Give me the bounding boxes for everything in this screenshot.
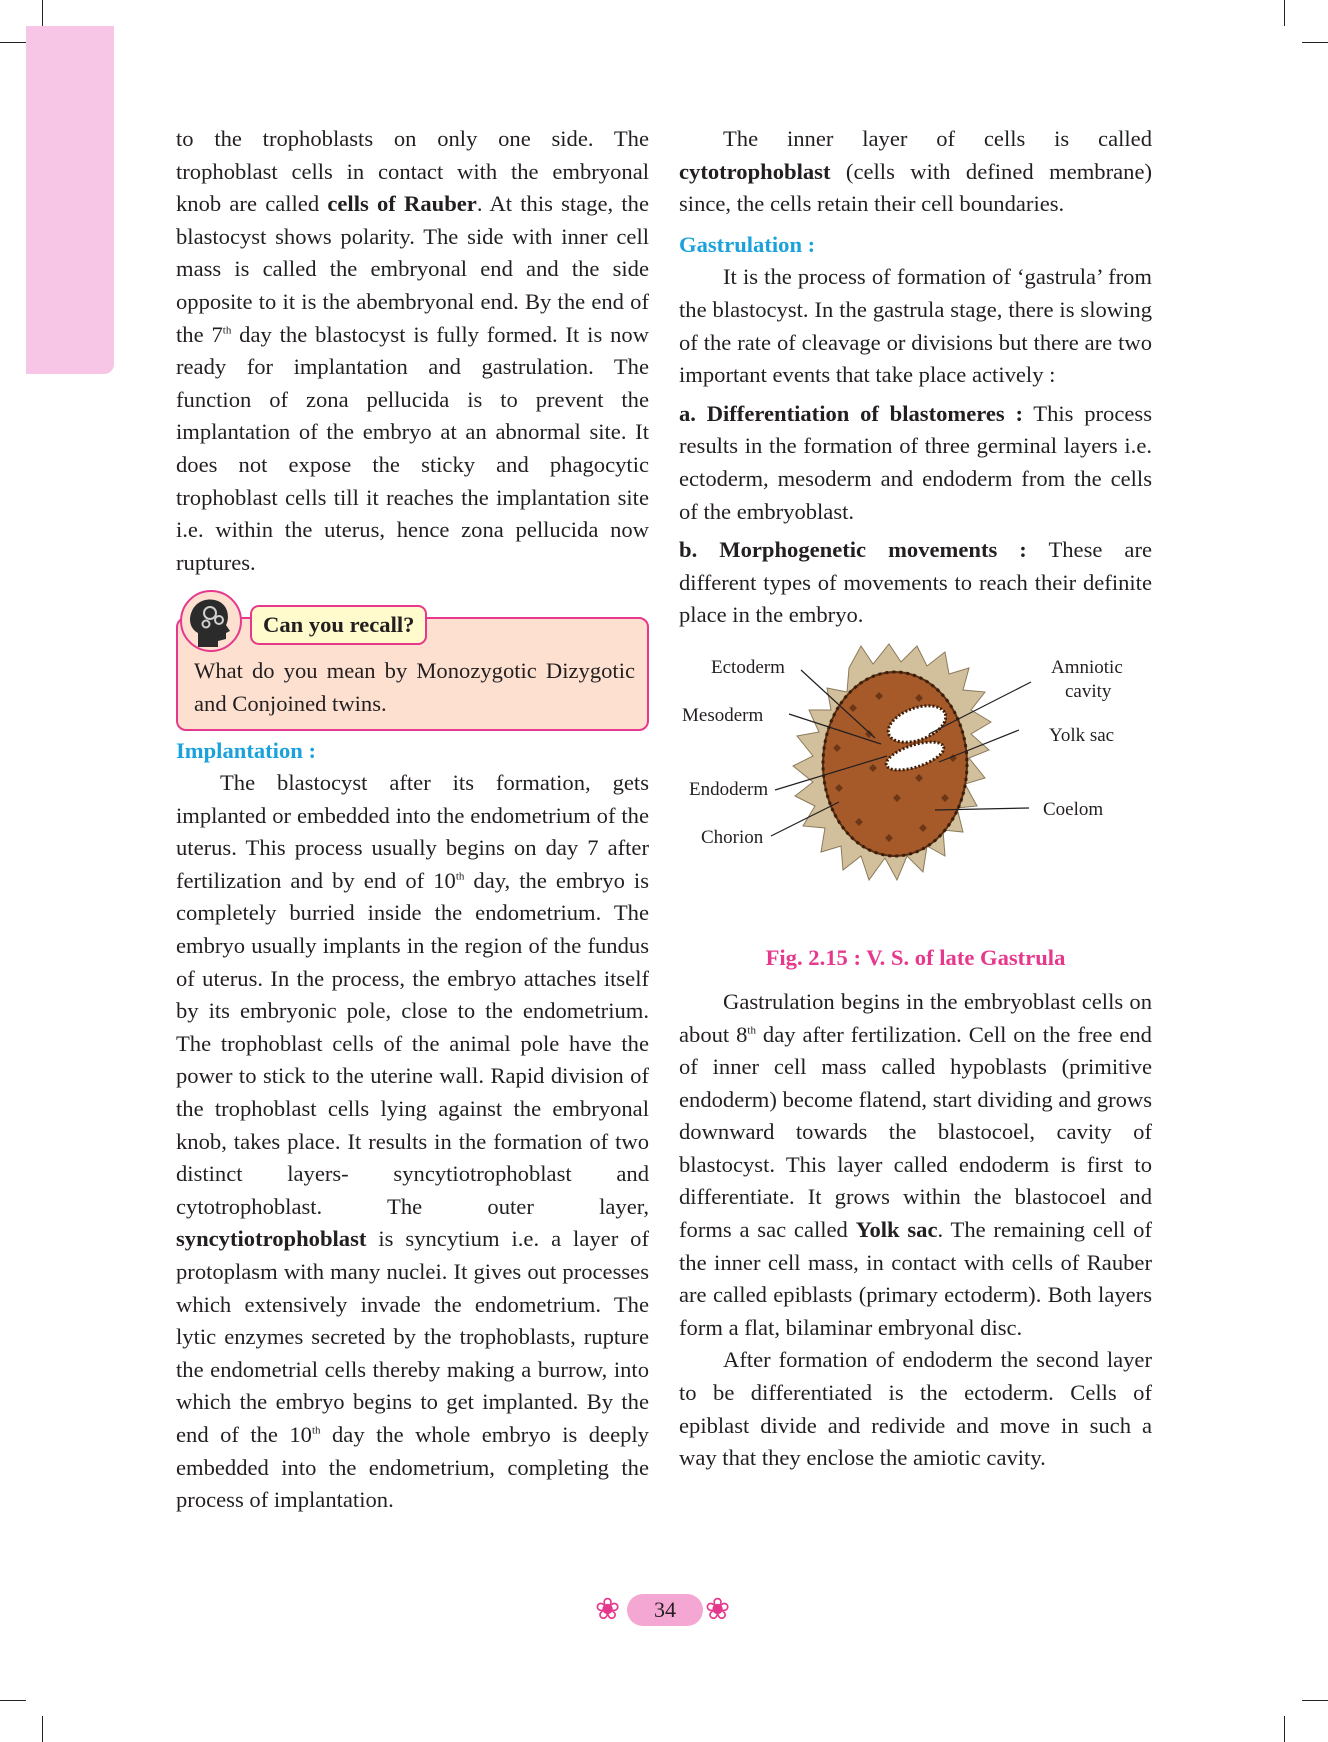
crop-mark bbox=[1284, 1716, 1285, 1742]
implantation-heading: Implantation : bbox=[176, 737, 316, 763]
label-chorion: Chorion bbox=[701, 826, 764, 848]
paragraph: The inner layer of cells is called cytotrophoblast (cells with defined membrane) since, the cells retain their cell boundaries. bbox=[679, 126, 1152, 217]
right-column bbox=[679, 123, 1152, 1475]
left-column bbox=[176, 123, 649, 1517]
label-ectoderm: Ectoderm bbox=[711, 656, 785, 678]
head-gears-icon bbox=[180, 589, 242, 653]
crop-mark bbox=[1302, 42, 1328, 43]
label-amniotic-cavity-2: cavity bbox=[1065, 680, 1112, 702]
recall-box bbox=[176, 612, 649, 730]
paragraph: to the trophoblasts on only one side. The trophoblast cells in contact with the embryonal knob are called cells of Rauber. At this stage, the blastocyst shows polarity. The side with inner cell mass is called the embryonal end and the side opposite to it is the abembryonal end. By the end of the 7th day the blastocyst is fully formed. It is now ready for implantation and gastrulation. The function of zona pellucida is to prevent the implantation of the embryo at an abnormal site. It does not expose the sticky and phagocytic trophoblast cells till it reaches the implantation site i.e. within the uterus, hence zona pellucida now ruptures. bbox=[176, 126, 649, 575]
crop-mark bbox=[0, 1700, 26, 1701]
paragraph: Gastrulation begins in the embryoblast cells on about 8th day after fertilization. Cell on the free end of inner cell mass called hypoblasts (primitive endoderm) become flatend, start dividing and grows downward towards the blastocoel, cavity of blastocyst. This layer called endoderm is first to differentiate. It grows within the blastocoel and forms a sac called Yolk sac. The remaining cell of the inner cell mass, in contact with cells of Rauber are called epiblasts (primary ectoderm). Both layers form a flat, bilaminar embryonal disc. bbox=[679, 988, 1153, 1340]
label-amniotic-cavity: Amniotic bbox=[1051, 656, 1123, 678]
paragraph: b. Morphogenetic movements : These are different types of movements to reach their definite place in the embryo. bbox=[679, 537, 1153, 628]
page-number: 34 bbox=[627, 1594, 703, 1626]
crop-mark bbox=[0, 42, 26, 43]
paragraph: After formation of endoderm the second layer to be differentiated is the ectoderm. Cells of epiblast divide and redivide and move in such a way that they enclose the amiotic cavity. bbox=[679, 1347, 1152, 1471]
gastrulation-heading: Gastrulation : bbox=[679, 231, 816, 257]
crop-mark bbox=[42, 1716, 43, 1742]
recall-title: Can you recall? bbox=[250, 605, 427, 645]
label-mesoderm: Mesoderm bbox=[682, 704, 764, 726]
paragraph: a. Differentiation of blastomeres : This process results in the formation of three germinal layers i.e. ectoderm, mesoderm and endoderm from the cells of the embryoblast. bbox=[679, 400, 1152, 524]
label-endoderm: Endoderm bbox=[689, 778, 769, 800]
figure-caption: Fig. 2.15 : V. S. of late Gastrula bbox=[765, 944, 1066, 970]
flower-ornament-icon: ❀ bbox=[595, 1593, 621, 1626]
gastrula-figure bbox=[679, 638, 1152, 936]
page-footer bbox=[595, 1592, 735, 1628]
crop-mark bbox=[1302, 1700, 1328, 1701]
paragraph: It is the process of formation of ‘gastrula’ from the blastocyst. In the gastrula stage, there is slowing of the rate of cleavage or divisions but there are two important events that take place actively : bbox=[679, 264, 1152, 388]
paragraph: The blastocyst after its formation, gets implanted or embedded into the endometrium of the uterus. This process usually begins on day 7 after fertilization and by end of 10th day, the embryo is completely burried inside the endometrium. The embryo usually implants in the region of the fundus of uterus. In the process, the embryo attaches itself by its embryonic pole, close to the endometrium. The trophoblast cells of the animal pole have the power to stick to the uterine wall. Rapid division of the trophoblast cells lying against the embryonal knob, takes place. It results in the formation of two distinct layers- syncytiotrophoblast and cytotrophoblast. The outer layer, syncytiotrophoblast is syncytium i.e. a layer of protoplasm with many nuclei. It gives out processes which extensively invade the endometrium. The lytic enzymes secreted by the trophoblasts, rupture the endometrial cells thereby making a burrow, into which the embryo begins to get implanted. By the end of the 10th day the whole embryo is deeply embedded into the endometrium, completing the process of implantation. bbox=[176, 770, 649, 1513]
crop-mark bbox=[42, 0, 43, 26]
side-tab bbox=[26, 26, 114, 374]
flower-ornament-icon: ❀ bbox=[705, 1593, 731, 1626]
recall-text: What do you mean by Monozygotic Dizygotic and Conjoined twins. bbox=[194, 658, 635, 716]
label-coelom: Coelom bbox=[1043, 798, 1104, 820]
crop-mark bbox=[1284, 0, 1285, 26]
label-yolk-sac: Yolk sac bbox=[1049, 724, 1115, 746]
